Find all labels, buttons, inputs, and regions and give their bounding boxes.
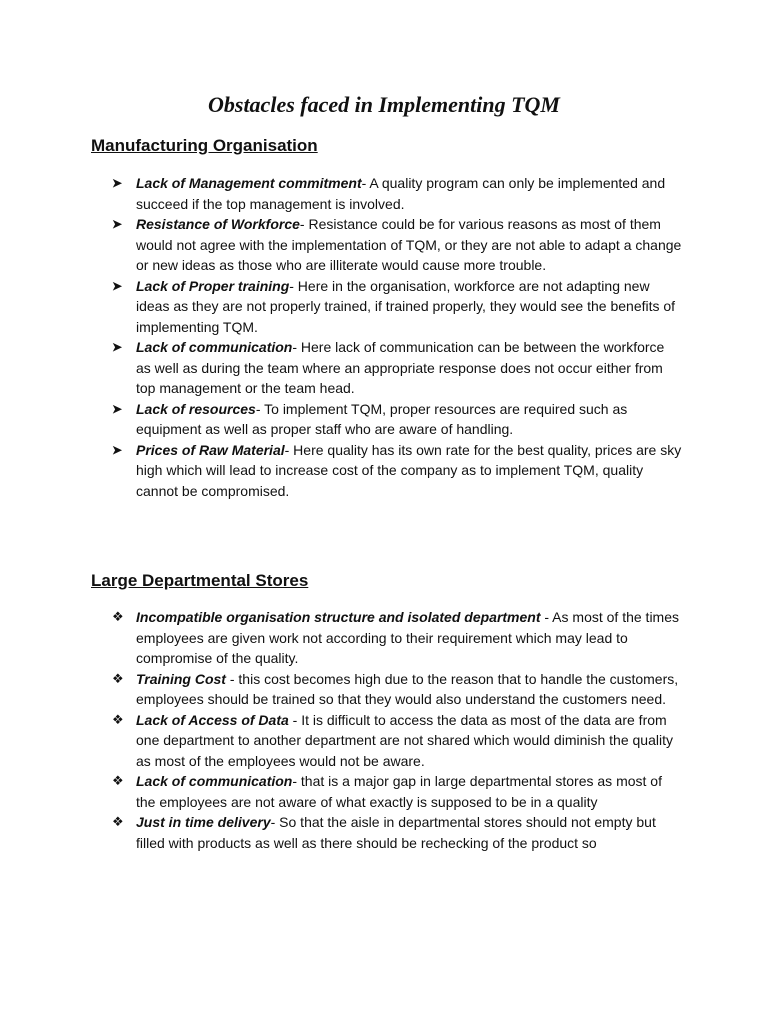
document-title: Obstacles faced in Implementing TQM — [208, 92, 560, 117]
obstacle-description: - It is difficult to access the data as most of the data are from one department to another department are not shared which would diminish the quality as most of the employees would not be aware. — [136, 711, 673, 769]
arrowhead-bullet-icon: ➤ — [112, 442, 123, 457]
arrowhead-bullet-icon: ➤ — [112, 217, 123, 231]
diamond-bullet-icon: ❖ — [112, 773, 124, 788]
list-item — [112, 399, 682, 440]
list-item — [112, 173, 682, 214]
obstacle-term: Lack of resources — [136, 400, 256, 417]
arrowhead-bullet-icon: ➤ — [112, 401, 123, 416]
departmental-stores-obstacles-list — [112, 607, 682, 853]
obstacle-term: Training Cost — [136, 670, 226, 687]
obstacle-description: - Resistance could be for various reasons as most of them would not agree with the implementation of TQM, or they are not able to adapt a change or new ideas as those who are illiterate would cause more trouble. — [136, 216, 682, 273]
list-item — [112, 771, 682, 812]
obstacle-description: - Here quality has its own rate for the best quality, prices are sky high which will lead to increase cost of the company as to implement TQM, quality cannot be compromised. — [136, 441, 682, 499]
list-item — [112, 276, 682, 338]
arrowhead-bullet-icon: ➤ — [112, 340, 123, 354]
diamond-bullet-icon: ❖ — [112, 609, 124, 624]
list-item — [112, 669, 682, 710]
obstacle-term: Lack of Management commitment — [136, 175, 362, 191]
obstacle-description: - Here lack of communication can be between the workforce as well as during the team where an appropriate response does not occur either from top management or the team head. — [136, 339, 665, 396]
obstacle-description: - Here in the organisation, workforce are not adapting new ideas as they are not properly trained, if trained properly, they would see the benefits of implementing TQM. — [136, 277, 676, 335]
obstacle-term: Lack of communication — [136, 773, 293, 789]
arrowhead-bullet-icon: ➤ — [112, 176, 123, 190]
list-item — [112, 440, 682, 502]
list-item — [112, 812, 682, 853]
section-heading-departmental-stores: Large Departmental Stores — [91, 571, 309, 590]
diamond-bullet-icon: ❖ — [112, 711, 124, 727]
obstacle-term: Lack of Access of Data — [136, 711, 289, 728]
manufacturing-obstacles-list — [112, 173, 682, 501]
section-heading-manufacturing: Manufacturing Organisation — [91, 136, 318, 155]
obstacle-description: - that is a major gap in large departmental stores as most of the employees are not aware of what exactly is supposed to be in a quality — [136, 773, 662, 810]
obstacle-description: - To implement TQM, proper resources are required such as equipment as well as proper staff who are aware of handling. — [136, 400, 628, 437]
list-item — [112, 214, 682, 276]
diamond-bullet-icon: ❖ — [112, 814, 124, 829]
arrowhead-bullet-icon: ➤ — [112, 278, 123, 293]
obstacle-description: - this cost becomes high due to the reason that to handle the customers, employees should be trained so that they would also understand the customers need. — [136, 670, 679, 707]
list-item — [112, 710, 682, 772]
list-item — [112, 607, 682, 669]
obstacle-description: - So that the aisle in departmental stores should not empty but filled with products as well as there should be rechecking of the product so — [136, 814, 656, 851]
obstacle-term: Incompatible organisation structure and isolated department — [136, 609, 541, 625]
obstacle-description: - As most of the times employees are given work not according to their requirement which may lead to compromise of the quality. — [136, 609, 680, 666]
obstacle-description: - A quality program can only be implemented and succeed if the top management is involved. — [136, 175, 666, 212]
diamond-bullet-icon: ❖ — [112, 670, 124, 686]
obstacle-term: Resistance of Workforce — [136, 216, 300, 232]
obstacle-term: Lack of Proper training — [136, 277, 290, 294]
obstacle-term: Just in time delivery — [136, 814, 271, 830]
list-item — [112, 337, 682, 399]
obstacle-term: Prices of Raw Material — [136, 441, 285, 458]
obstacle-term: Lack of communication — [136, 339, 293, 355]
